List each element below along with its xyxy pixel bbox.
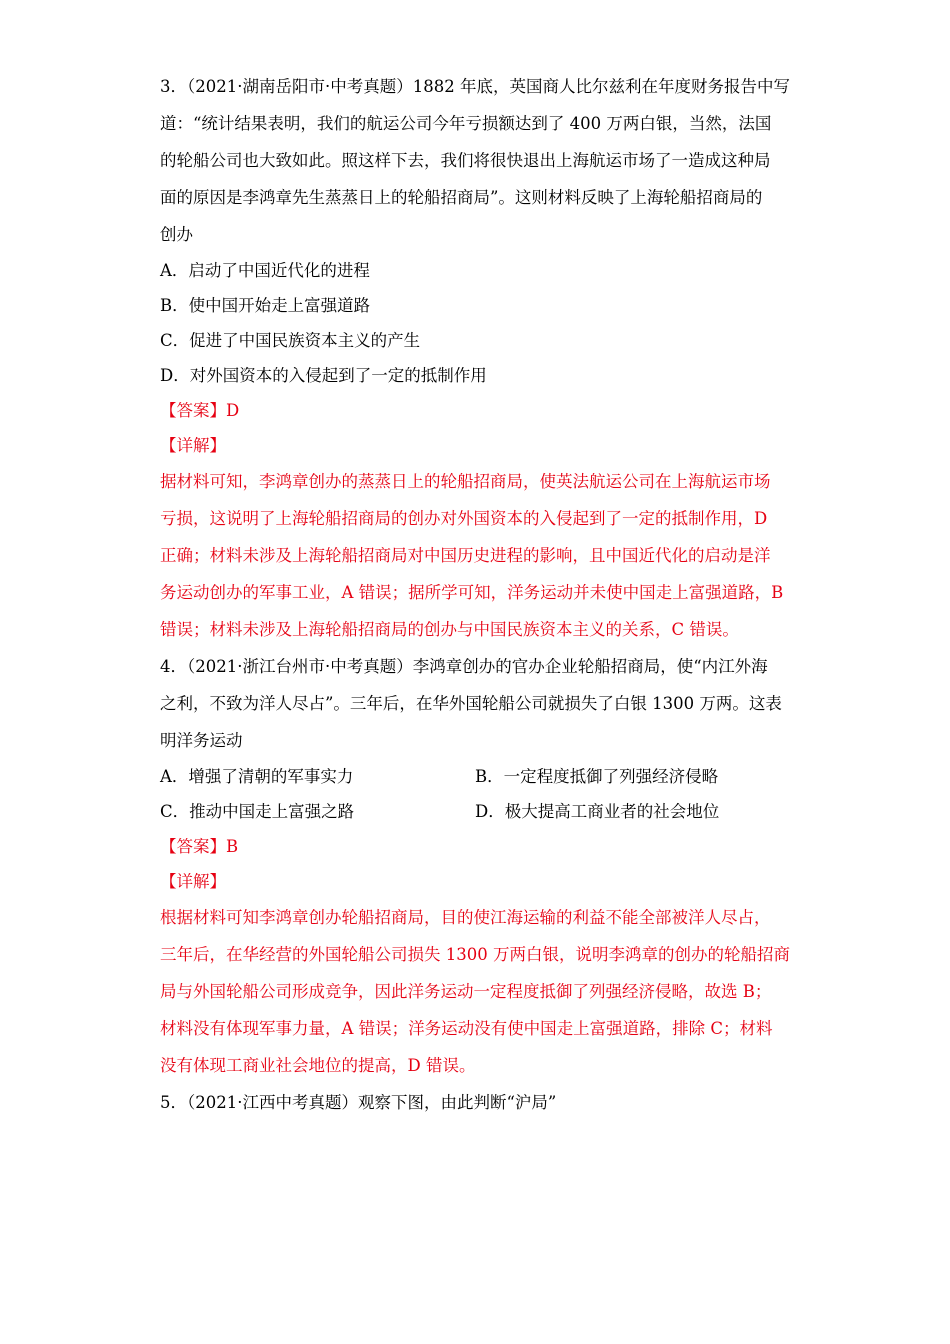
q3-detail-line: 正确；材料未涉及上海轮船招商局对中国历史进程的影响，且中国近代化的启动是洋 — [160, 546, 771, 565]
q3-stem-line: 创办 — [160, 225, 193, 244]
q5-stem-line: 5．（2021·江西中考真题）观察下图，由此判断“沪局” — [160, 1093, 557, 1112]
question-4 — [160, 648, 790, 1084]
q4-detail-label: 【详解】 — [160, 872, 226, 891]
q4-option-c: C．推动中国走上富强之路 — [160, 802, 355, 821]
q3-detail-line: 亏损，这说明了上海轮船招商局的创办对外国资本的入侵起到了一定的抵制作用，D — [160, 509, 768, 528]
q4-option-b: B．一定程度抵御了列强经济侵略 — [475, 767, 719, 786]
q4-options-row-1 — [160, 759, 790, 794]
q3-option-b: B．使中国开始走上富强道路 — [160, 296, 371, 315]
q3-answer: 【答案】D — [160, 401, 240, 420]
q3-option-a: A．启动了中国近代化的进程 — [160, 261, 370, 280]
q4-detail-line: 局与外国轮船公司形成竞争，因此洋务运动一定程度抵御了列强经济侵略，故选 B； — [160, 982, 772, 1001]
q3-detail-line: 错误；材料未涉及上海轮船招商局的创办与中国民族资本主义的关系，C 错误。 — [160, 620, 739, 639]
q3-stem-line: 面的原因是李鸿章先生蒸蒸日上的轮船招商局”。这则材料反映了上海轮船招商局的 — [160, 188, 763, 207]
q4-option-a: A．增强了清朝的军事实力 — [160, 767, 354, 786]
q4-stem-line: 明洋务运动 — [160, 731, 243, 750]
q3-detail-label: 【详解】 — [160, 436, 226, 455]
question-5 — [160, 1084, 790, 1121]
q3-stem-line: 道：“统计结果表明，我们的航运公司今年亏损额达到了 400 万两白银，当然，法国 — [160, 114, 772, 133]
q3-detail-line: 据材料可知，李鸿章创办的蒸蒸日上的轮船招商局，使英法航运公司在上海航运市场 — [160, 472, 771, 491]
q4-options-row-2 — [160, 794, 790, 829]
q4-option-d: D．极大提高工商业者的社会地位 — [475, 802, 720, 821]
q3-stem-line: 3．（2021·湖南岳阳市·中考真题）1882 年底，英国商人比尔兹利在年度财务报告中写 — [160, 77, 790, 96]
q3-detail-line: 务运动创办的军事工业，A 错误；据所学可知，洋务运动并未使中国走上富强道路，B — [160, 583, 784, 602]
q3-option-d: D．对外国资本的入侵起到了一定的抵制作用 — [160, 366, 487, 385]
q4-stem-line: 4．（2021·浙江台州市·中考真题）李鸿章创办的官办企业轮船招商局，使“内江外海 — [160, 657, 768, 676]
q3-stem-line: 的轮船公司也大致如此。照这样下去，我们将很快退出上海航运市场了一造成这种局 — [160, 151, 771, 170]
question-3 — [160, 68, 790, 648]
document-page — [160, 68, 790, 1121]
q4-detail-line: 根据材料可知李鸿章创办轮船招商局，目的使江海运输的利益不能全部被洋人尽占， — [160, 908, 771, 927]
q4-answer: 【答案】B — [160, 837, 239, 856]
q4-detail-line: 材料没有体现军事力量，A 错误；洋务运动没有使中国走上富强道路，排除 C；材料 — [160, 1019, 773, 1038]
q4-detail-line: 没有体现工商业社会地位的提高，D 错误。 — [160, 1056, 476, 1075]
q4-detail-line: 三年后，在华经营的外国轮船公司损失 1300 万两白银，说明李鸿章的创办的轮船招商 — [160, 945, 790, 964]
q4-stem-line: 之利，不致为洋人尽占”。三年后，在华外国轮船公司就损失了白银 1300 万两。这表 — [160, 694, 782, 713]
q3-option-c: C．促进了中国民族资本主义的产生 — [160, 331, 421, 350]
